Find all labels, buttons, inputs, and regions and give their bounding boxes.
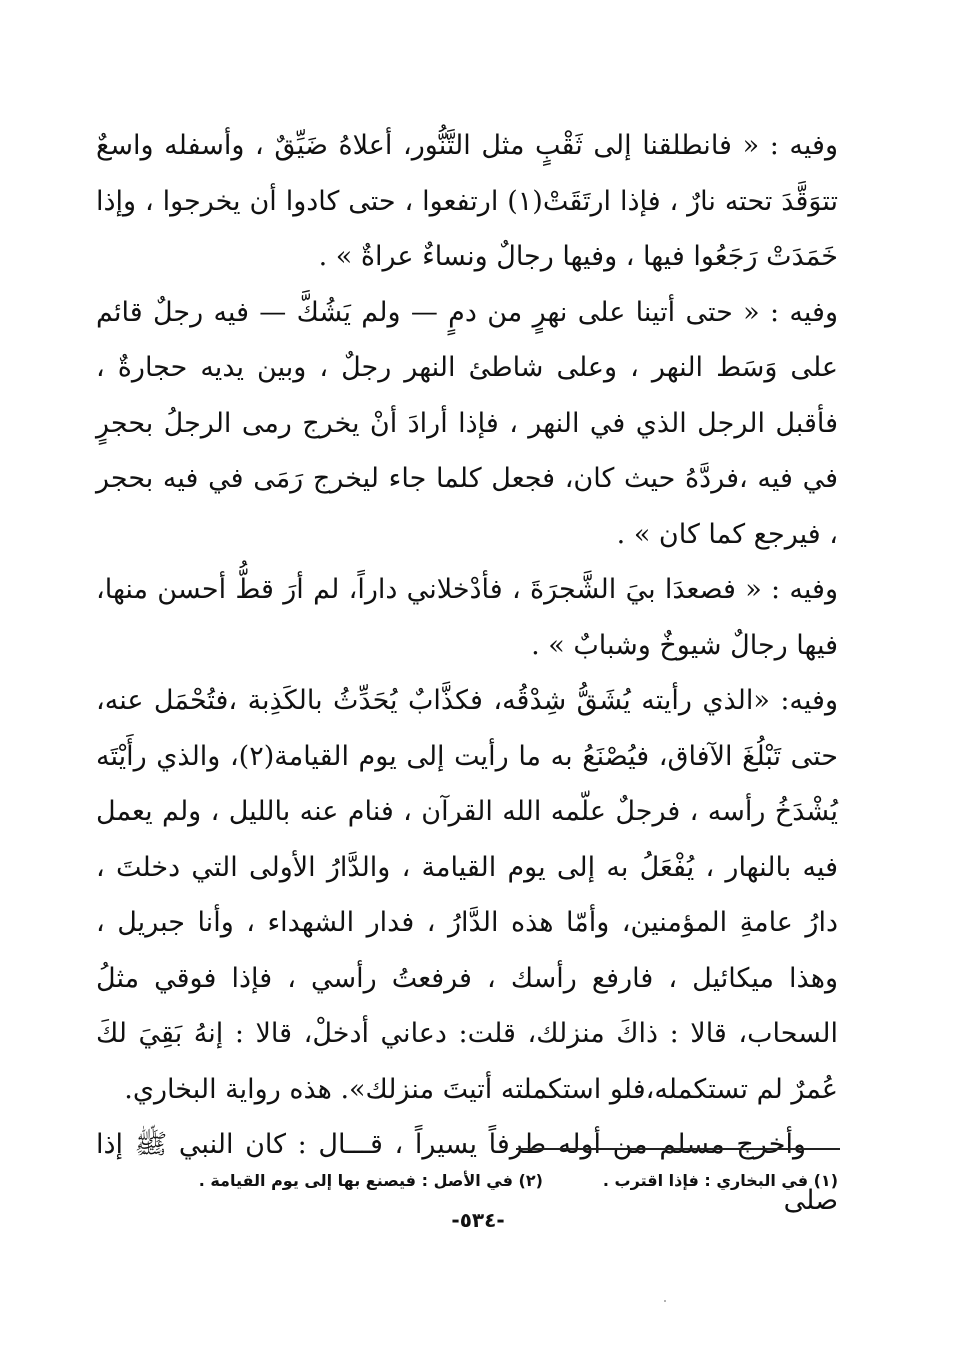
footnote-divider xyxy=(516,1148,840,1150)
paragraph-4: وفيه: «الذي رأيته يُشَقُّ شِدْقُه، فكذَّابٌ يُحَدِّثُ بالكَذِبة ،فتُحْمَل عنه، حتى تَبْلُغَ الآفاق، فيُصْنَعُ به ما رأيت إلى يوم القيامة(٢)، والذي رأَيْتَه يُشْدَخُ رأسه ، فرجلٌ علّمه الله القرآن ، فنام عنه بالليل ، ولم يعمل فيه بالنهار ، يُفْعَلُ به إلى يوم القيامة ، والدَّارُ الأولى التي دخلتَ ، دارُ عامةِ المؤمنين، وأمّا هذه الدَّارُ ، فدار الشهداء ، وأنا جبريل ، وهذا ميكائيل ، فارفع رأسك ، فرفعتُ رأسي ، فإذا فوقي مثلُ السحاب، قالا : ذاكَ منزلك، قلت: دعاني أدخلْ، قالا : إنهُ بَقِيَ لكَ عُمرٌ لم تستكمله،فلو استكملته أتيتَ منزلك». هذه رواية البخاري. xyxy=(96,685,838,1105)
paragraph-1: وفيه : « فانطلقنا إلى ثَقْبٍ مثل التَّنُّور، أعلاهُ ضَيِّقٌ ، وأسفله واسعٌ تتوَقَّدَ تحته نارٌ ، فإذا ارتَقَتْ(١) ارتفعوا ، حتى كادوا أن يخرجوا ، وإذا خَمَدَتْ رَجَعُوا فيها ، وفيها رجالٌ ونساءٌ عراةٌ » . xyxy=(96,130,838,272)
footnote-1: (١) في البخاري : فإذا اقترب . xyxy=(602,1171,838,1190)
paragraph-3: وفيه : « فصعدَا بيَ الشَّجرَةَ ، فأدْخلاني داراً، لم أرَ قطُّ أحسن منها، فيها رجالٌ شيوخٌ وشبابٌ » . xyxy=(96,574,838,661)
footnote-2: (٢) في الأصل : فيصنع بها إلى يوم القيامة . xyxy=(198,1171,543,1190)
scan-speck xyxy=(664,1300,666,1302)
footnotes xyxy=(96,1168,838,1194)
paragraph-2: وفيه : « حتى أتينا على نهرٍ من دمٍ — ولم يَشُكَّ — فيه رجلٌ قائم على وَسَط النهر ، وعلى شاطئ النهر رجلٌ ، وبين يديه حجارةٌ ، فأقبل الرجل الذي في النهر ، فإذا أرادَ أنْ يخرج رمى الرجلُ بحجرٍ في فيه ،فردَّهُ حيث كان، فجعل كلما جاء ليخرج رَمَى في فيه بحجر ، فيرجع كما كان » . xyxy=(96,296,838,550)
page-number: -٥٣٤- xyxy=(451,1208,505,1232)
paragraph-5: وأخرج مسلم من أوله طرفاً يسيراً ، قـــال : كان النبي ﷺ إذا صلى xyxy=(96,1129,838,1216)
body-text xyxy=(96,118,838,1228)
